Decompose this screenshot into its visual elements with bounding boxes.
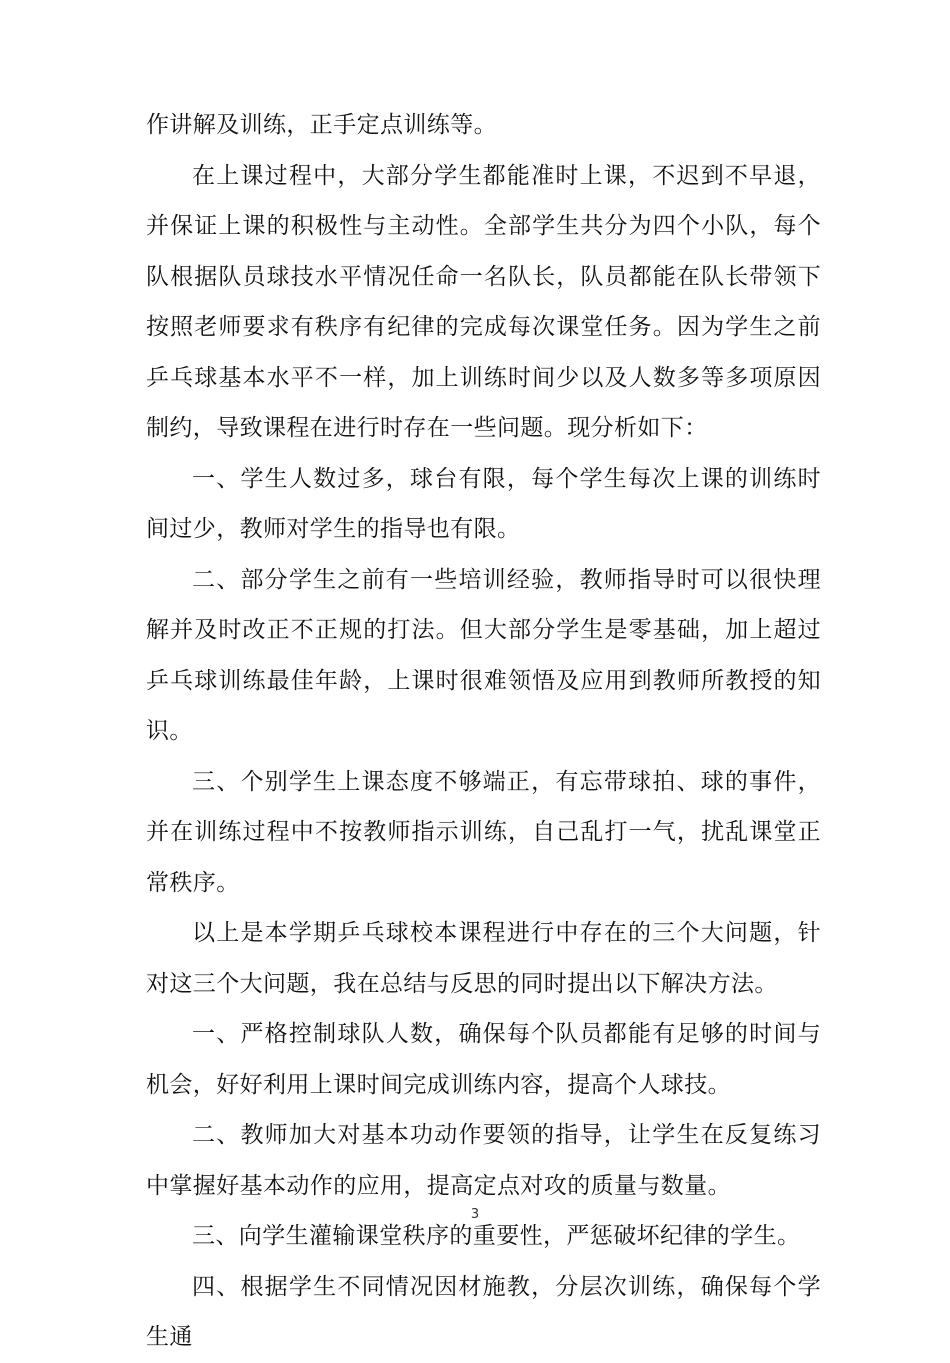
paragraph-solution-4: 四、根据学生不同情况因材施教，分层次训练，确保每个学生通	[146, 1273, 821, 1350]
body-text	[146, 100, 821, 1363]
page-number: 3	[470, 1207, 480, 1222]
paragraph-solution-1: 一、严格控制球队人数，确保每个队员都能有足够的时间与机会，好好利用上课时间完成训练内容，提高个人球技。	[146, 1021, 821, 1098]
paragraph-continuation: 作讲解及训练，正手定点训练等。	[146, 112, 497, 138]
paragraph-problem-3: 三、个别学生上课态度不够端正，有忘带球拍、球的事件，并在训练过程中不按教师指示训练，自己乱打一气，扰乱课堂正常秩序。	[146, 768, 821, 896]
paragraph-solution-3: 三、向学生灌输课堂秩序的重要性，严惩破坏纪律的学生。	[192, 1223, 801, 1249]
paragraph-solution-2: 二、教师加大对基本功动作要领的指导，让学生在反复练习中掌握好基本动作的应用，提高定点对攻的质量与数量。	[146, 1122, 821, 1199]
paragraph-problem-2: 二、部分学生之前有一些培训经验，教师指导时可以很快理解并及时改正不正规的打法。但大部分学生是零基础，加上超过乒乓球训练最佳年龄，上课时很难领悟及应用到教师所教授的知识。	[146, 566, 821, 744]
paragraph-summary: 以上是本学期乒乓球校本课程进行中存在的三个大问题，针对这三个大问题，我在总结与反思的同时提出以下解决方法。	[146, 920, 821, 997]
paragraph-class-overview: 在上课过程中，大部分学生都能准时上课，不迟到不早退，并保证上课的积极性与主动性。全部学生共分为四个小队，每个队根据队员球技水平情况任命一名队长，队员都能在队长带领下按照老师要求有秩序有纪律的完成每次课堂任务。因为学生之前乒乓球基本水平不一样，加上训练时间少以及人数多等多项原因制约，导致课程在进行时存在一些问题。现分析如下：	[146, 162, 821, 441]
paragraph-problem-1: 一、学生人数过多，球台有限，每个学生每次上课的训练时间过少，教师对学生的指导也有限。	[146, 465, 821, 542]
